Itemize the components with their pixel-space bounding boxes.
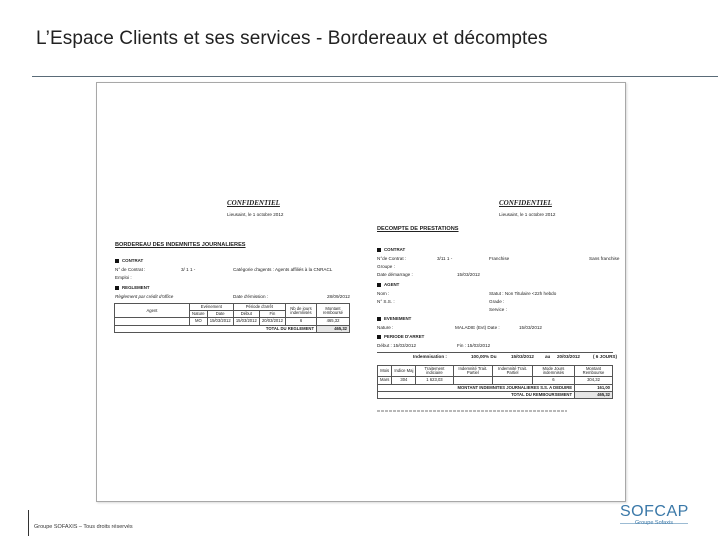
fine-print bbox=[377, 410, 567, 412]
ij-label: MONTANT INDEMNITES JOURNALIERES S.S. A DEDUIRE bbox=[378, 384, 575, 391]
periode-debut: Début : 15/03/2012 bbox=[377, 343, 417, 348]
indemnisation-label: Indemnisation : bbox=[413, 354, 447, 359]
th-date: Date bbox=[207, 311, 233, 318]
th-mois: Mois bbox=[378, 366, 392, 377]
categorie: Catégorie d'agents : Agents affiliés à la CNRACL bbox=[233, 267, 333, 272]
place-date: Lieusaint, le 1 octobre 2012 bbox=[499, 212, 556, 217]
th-debut: Début bbox=[233, 311, 259, 318]
table-row bbox=[378, 377, 613, 384]
footer-divider bbox=[28, 510, 29, 536]
date-emission-label: Date d'émission : bbox=[233, 294, 269, 299]
maladie-date: 15/03/2012 bbox=[519, 325, 542, 330]
indemnisation-du: 15/03/2012 bbox=[511, 354, 534, 359]
service: Service : bbox=[489, 307, 507, 312]
date-demarrage-label: Date démarrage : bbox=[377, 272, 413, 277]
cell-indice: 304 bbox=[392, 377, 416, 384]
square-bullet-icon bbox=[377, 283, 381, 287]
prestations-table bbox=[377, 365, 613, 399]
cell-montant: 304,32 bbox=[575, 377, 613, 384]
cell-date: 15/03/2012 bbox=[207, 318, 233, 325]
th-indice: Indice Maj bbox=[392, 366, 416, 377]
cell-montant: 465,32 bbox=[317, 318, 350, 325]
indemnisation-jours: ( 6 JOURS) bbox=[593, 354, 617, 359]
cell-nature: MO bbox=[190, 318, 208, 325]
th-mode: Mode Jours indemnisés bbox=[532, 366, 574, 377]
cell-jours: 6 bbox=[532, 377, 574, 384]
indemnisation-pct: 100,00% Du bbox=[471, 354, 497, 359]
th-evenement: Evénement bbox=[190, 304, 234, 311]
sans-franchise: Sans franchise bbox=[589, 256, 620, 261]
section-contrat: CONTRAT bbox=[115, 259, 143, 264]
reglement-mode: Règlement par crédit d'office bbox=[115, 294, 174, 299]
nature: Nature : bbox=[377, 325, 394, 330]
total-value: 465,32 bbox=[317, 325, 350, 332]
bordereau-document bbox=[97, 83, 361, 501]
sofcap-logo bbox=[620, 503, 688, 526]
periode-fin: Fin : 15/03/2012 bbox=[457, 343, 491, 348]
cell-debut: 15/03/2012 bbox=[233, 318, 259, 325]
decompte-document bbox=[361, 83, 625, 501]
section-contrat: CONTRAT bbox=[377, 248, 405, 253]
square-bullet-icon bbox=[377, 335, 381, 339]
title-divider bbox=[32, 76, 718, 77]
ij-value: 161,00 bbox=[575, 384, 613, 391]
indemnisation-au-label: au bbox=[545, 354, 551, 359]
groupe: Groupe : bbox=[377, 264, 395, 269]
cell-traitement: 1 623,03 bbox=[416, 377, 453, 384]
section-periode: PERIODE D'ARRET bbox=[377, 335, 424, 340]
scanned-document bbox=[96, 82, 626, 502]
num-contrat-value: 3/ 1 1 - bbox=[181, 267, 196, 272]
th-nature: Nature bbox=[190, 311, 208, 318]
logo-line bbox=[620, 523, 688, 524]
nom: Nom : bbox=[377, 291, 390, 296]
section-evenement: EVENEMENT bbox=[377, 317, 411, 322]
logo-main-text: SOFCAP bbox=[620, 503, 689, 520]
date-demarrage-value: 15/03/2012 bbox=[457, 272, 480, 277]
square-bullet-icon bbox=[115, 259, 119, 263]
total-value: 465,32 bbox=[575, 391, 613, 398]
num-ss: N° S.S. : bbox=[377, 299, 395, 304]
emploi: Emploi : bbox=[115, 275, 132, 280]
th-montant: Montant Rembourse bbox=[575, 366, 613, 377]
confidential-stamp: CONFIDENTIEL bbox=[499, 199, 552, 207]
divider bbox=[377, 352, 613, 353]
square-bullet-icon bbox=[115, 286, 119, 290]
ij-row bbox=[378, 384, 613, 391]
cell-jours: 6 bbox=[286, 318, 317, 325]
maladie: MALADIE (Evt) Date : bbox=[455, 325, 500, 330]
section-agent: AGENT bbox=[377, 283, 399, 288]
doc-heading: DECOMPTE DE PRESTATIONS bbox=[377, 226, 459, 232]
table-row bbox=[115, 318, 350, 325]
indemnites-table bbox=[114, 303, 350, 333]
total-label: TOTAL DU REGLEMENT bbox=[115, 325, 317, 332]
square-bullet-icon bbox=[377, 317, 381, 321]
th-indemnite-rp: Indemnité Trait. Partiel bbox=[493, 366, 533, 377]
total-row bbox=[378, 391, 613, 398]
num-contrat-value: 3/11 1 - bbox=[437, 256, 453, 261]
square-bullet-icon bbox=[377, 248, 381, 252]
th-indemnite-trait: Indemnité Trait. Partiel bbox=[453, 366, 493, 377]
num-contrat-label: N° de Contrat : bbox=[115, 267, 146, 272]
cell-mois: Mars bbox=[378, 377, 392, 384]
th-montant: Montant remboursé bbox=[317, 304, 350, 318]
place-date: Lieusaint, le 1 octobre 2012 bbox=[227, 212, 284, 217]
franchise: Franchise bbox=[489, 256, 510, 261]
footer-copyright: Groupe SOFAXIS – Tous droits réservés bbox=[34, 524, 133, 530]
th-traitement: Traitement indiciaire bbox=[416, 366, 453, 377]
statut: Statut : Non Titulaire <22h hebdo bbox=[489, 291, 557, 296]
doc-heading: BORDEREAU DES INDEMNITES JOURNALIERES bbox=[115, 242, 246, 248]
slide-title: L’Espace Clients et ses services - Bordereaux et décomptes bbox=[36, 28, 548, 49]
indemnisation-au: 20/03/2012 bbox=[557, 354, 580, 359]
th-periode: Période d'arrêt bbox=[233, 304, 285, 311]
total-label: TOTAL DU REMBOURSEMENT bbox=[378, 391, 575, 398]
th-agent: Agent bbox=[115, 304, 190, 318]
th-fin: Fin bbox=[259, 311, 285, 318]
total-row bbox=[115, 325, 350, 332]
confidential-stamp: CONFIDENTIEL bbox=[227, 199, 280, 207]
cell-fin: 20/03/2012 bbox=[259, 318, 285, 325]
section-reglement: REGLEMENT bbox=[115, 286, 150, 291]
grade: Grade : bbox=[489, 299, 505, 304]
date-emission-value: 28/09/2012 bbox=[327, 294, 350, 299]
th-nb-jours: Nb de jours indemnisés bbox=[286, 304, 317, 318]
num-contrat-label: N°de Contrat : bbox=[377, 256, 407, 261]
